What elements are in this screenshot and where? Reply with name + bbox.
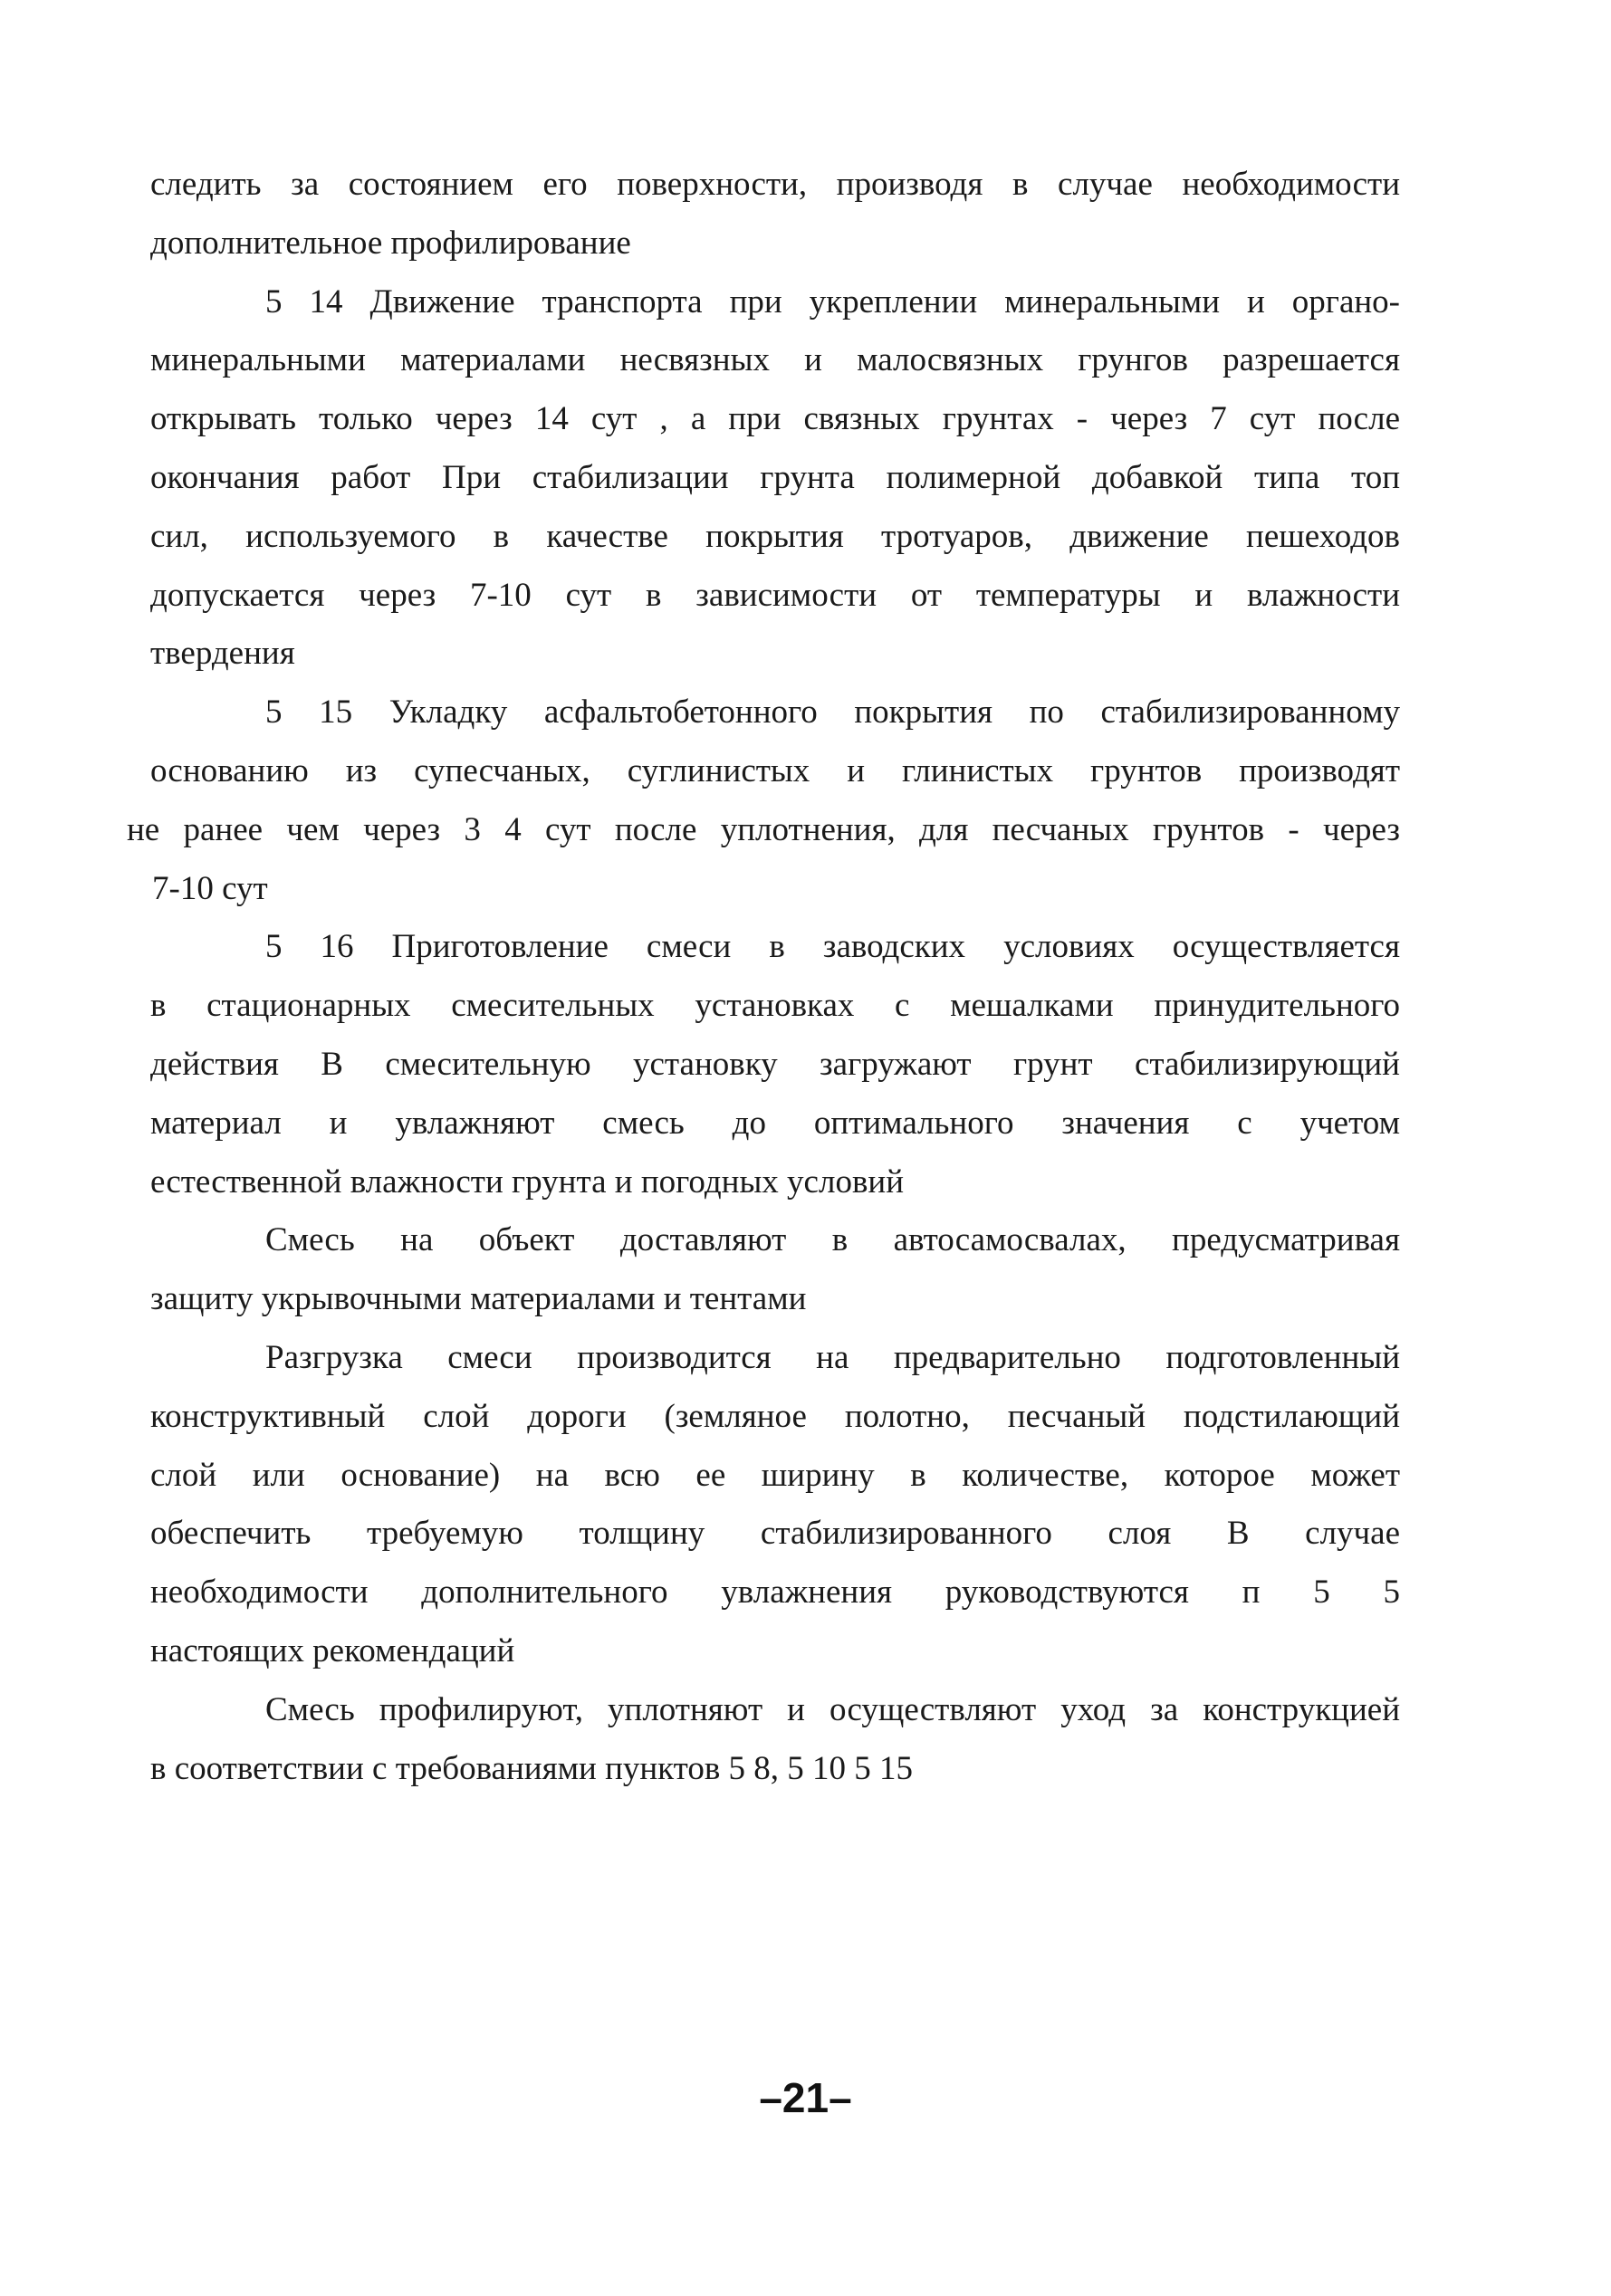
text-line: сил, используемого в качестве покрытия тротуаров, движение пешеходов: [150, 517, 1400, 555]
text-line: конструктивный слой дороги (земляное полотно, песчаный подстилающий: [150, 1397, 1400, 1435]
text-line: дополнительное профилирование: [150, 224, 631, 262]
text-line: настоящих рекомендаций: [150, 1631, 515, 1669]
text-line: основанию из супесчаных, суглинистых и глинистых грунтов производят: [150, 751, 1400, 789]
text-line: твердения: [150, 635, 295, 673]
text-line: минеральными материалами несвязных и малосвязных грунгов разрешается: [150, 341, 1400, 379]
text-line: необходимости дополнительного увлажнения руководствуются п 5 5: [150, 1574, 1400, 1612]
text-line: допускается через 7-10 сут в зависимости от температуры и влажности: [150, 576, 1400, 614]
text-line: защиту укрывочными материалами и тентами: [150, 1280, 807, 1318]
page-number: –21–: [759, 2074, 852, 2121]
text-line: не ранее чем через 3 4 сут после уплотнения, для песчаных грунтов - через: [127, 810, 1400, 848]
paragraph-profiling-start: Смесь профилируют, уплотняют и осуществляют уход за конструкцией: [265, 1690, 1400, 1728]
text-line: естественной влажности грунта и погодных условий: [150, 1162, 905, 1201]
paragraph-unloading-start: Разгрузка смеси производится на предварительно подготовленный: [265, 1338, 1400, 1376]
text-line: следить за состоянием его поверхности, производя в случае необходимости: [150, 166, 1400, 203]
paragraph-5-15-start: 5 15 Укладку асфальтобетонного покрытия по стабилизированному: [265, 694, 1400, 732]
text-line: слой или основание) на всю ее ширину в количестве, которое может: [150, 1456, 1400, 1494]
text-line: материал и увлажняют смесь до оптимального значения с учетом: [150, 1104, 1400, 1142]
text-line: в стационарных смесительных установках с мешалками принудительного: [150, 987, 1400, 1025]
text-line: в соответствии с требованиями пунктов 5 8, 5 10 5 15: [150, 1749, 914, 1787]
body-text: [127, 156, 1400, 1798]
paragraph-delivery-start: Смесь на объект доставляют в автосамосвалах, предусматривая: [265, 1221, 1400, 1259]
text-line: действия В смесительную установку загружают грунт стабилизирующий: [150, 1045, 1400, 1083]
text-line: обеспечить требуемую толщину стабилизированного слоя В случае: [150, 1515, 1400, 1553]
paragraph-5-14-start: 5 14 Движение транспорта при укреплении минеральными и органо-: [265, 282, 1400, 320]
text-line: окончания работ При стабилизации грунта полимерной добавкой типа топ: [150, 458, 1400, 496]
text-line: открывать только через 14 сут , а при связных грунтах - через 7 сут после: [150, 400, 1400, 438]
text-line: 7-10 сут: [152, 869, 268, 907]
paragraph-5-16-start: 5 16 Приготовление смеси в заводских условиях осуществляется: [265, 928, 1400, 966]
